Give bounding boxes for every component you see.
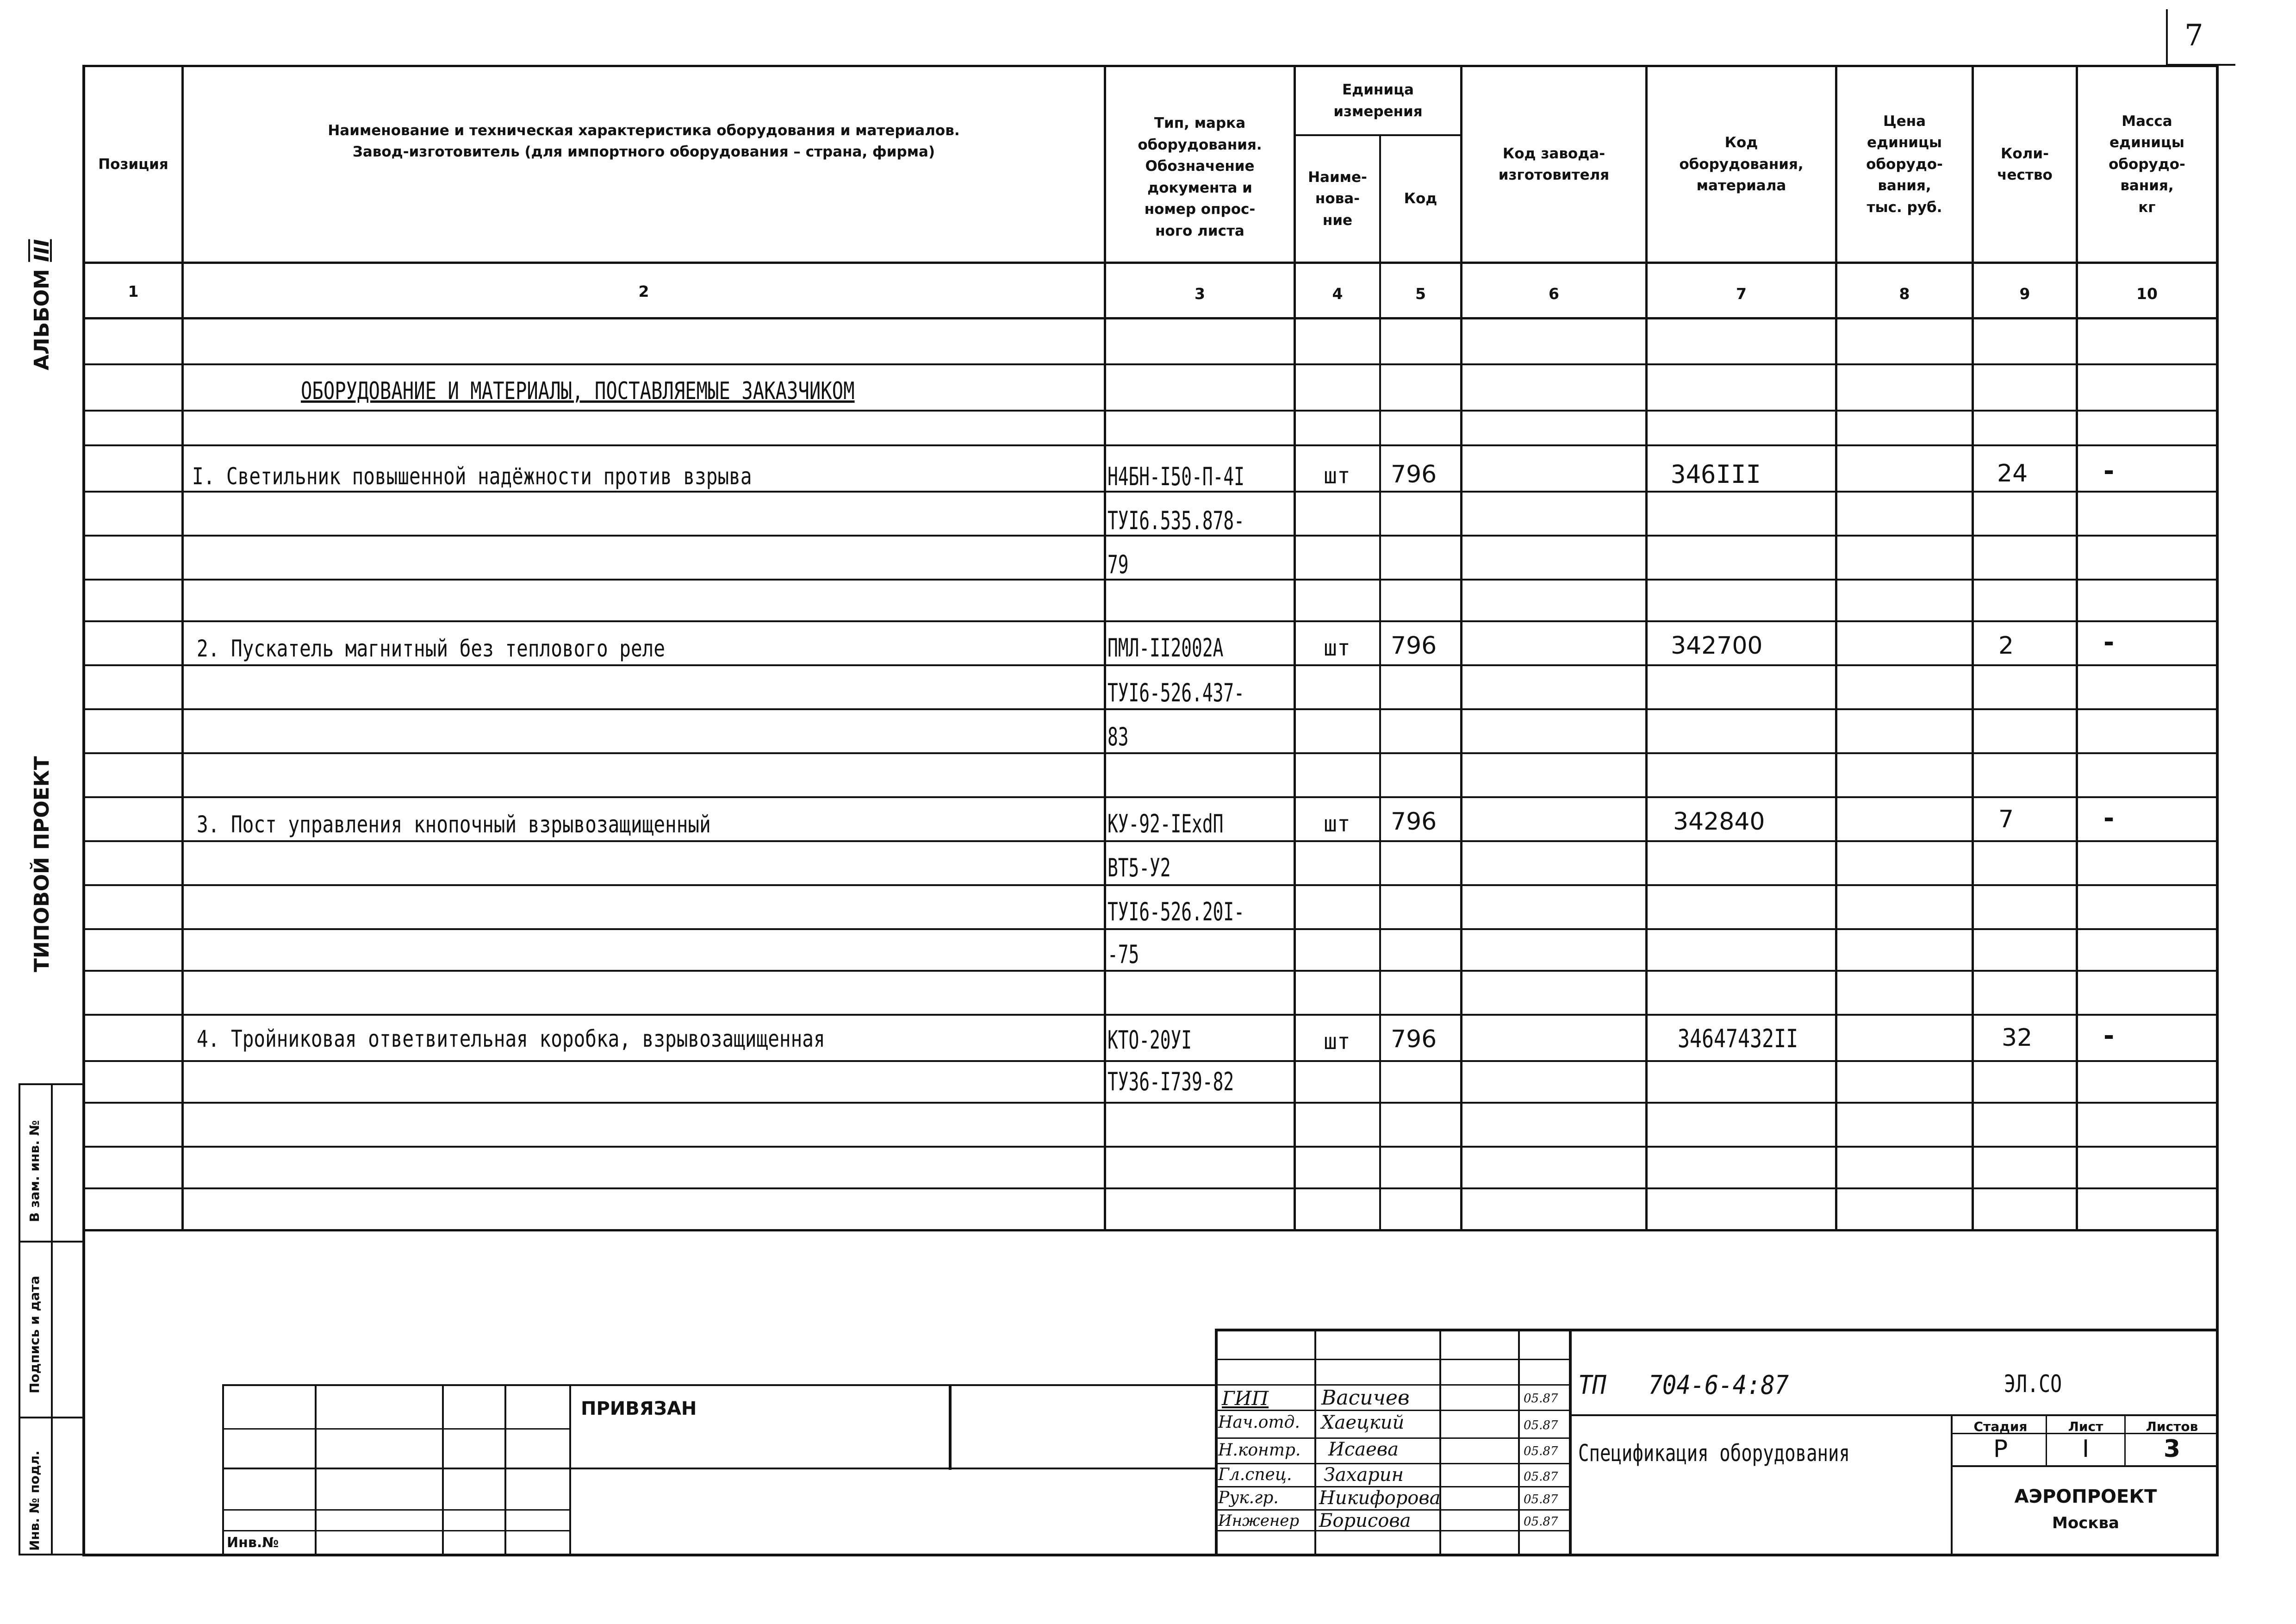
item-1-name: I. Светильник повышенной надёжности против взрыва — [192, 463, 752, 490]
signer-2-date: 05.87 — [1524, 1418, 1558, 1432]
signer-4-role: Гл.спец. — [1218, 1465, 1292, 1484]
signer-5-role: Рук.гр. — [1218, 1488, 1279, 1507]
page-number: 7 — [2184, 19, 2203, 53]
item-4-type-1: КТО-20УI — [1108, 1025, 1192, 1055]
section-title: ОБОРУДОВАНИЕ И МАТЕРИАЛЫ, ПОСТАВЛЯЕМЫЕ ЗАКАЗЧИКОМ — [301, 377, 855, 405]
item-1-type-3: 79 — [1108, 550, 1129, 579]
colnum-7: 7 — [1736, 285, 1747, 303]
doc-code: ТП 704-6-4:87 — [1578, 1370, 1789, 1400]
item-1-type-1: Н4БН-I50-П-4I — [1108, 462, 1244, 491]
colnum-4: 4 — [1332, 285, 1343, 303]
item-3-type-4: -75 — [1108, 940, 1139, 969]
item-3-code: 796 — [1391, 808, 1437, 836]
item-3-type-2: ВТ5-У2 — [1108, 853, 1171, 882]
colnum-3: 3 — [1195, 285, 1205, 303]
stage-value: Р — [1993, 1435, 2008, 1463]
item-2-type-3: 83 — [1108, 722, 1129, 751]
doc-title: Спецификация оборудования — [1578, 1440, 1850, 1467]
org-name: АЭРОПРОЕКТ — [2014, 1486, 2157, 1507]
signer-6-date: 05.87 — [1524, 1515, 1558, 1529]
header-position: Позиция — [98, 156, 168, 173]
item-4-unit: шт — [1324, 1029, 1350, 1055]
item-2-equip-code: 342700 — [1671, 632, 1763, 660]
colnum-5: 5 — [1415, 285, 1426, 303]
side-label-album: АЛЬБОМ III — [30, 239, 54, 370]
sheet-label: Лист — [2068, 1419, 2103, 1434]
header-qty: Коли- чество — [1997, 145, 2053, 183]
signer-5-name: Никифорова — [1319, 1487, 1441, 1509]
stage-label: Стадия — [1973, 1419, 2028, 1434]
colnum-6: 6 — [1549, 285, 1559, 303]
colnum-1: 1 — [128, 282, 139, 300]
item-2-code: 796 — [1391, 632, 1437, 660]
item-3-unit: шт — [1324, 811, 1350, 837]
item-1-code: 796 — [1391, 461, 1437, 488]
side-label-inv-zam: В зам. инв. № — [27, 1120, 42, 1222]
colnum-9: 9 — [2019, 285, 2030, 303]
privyazan-label: ПРИВЯЗАН — [581, 1398, 697, 1419]
item-3-name: 3. Пост управления кнопочный взрывозащищенный — [197, 811, 711, 838]
sheet-value: I — [2082, 1435, 2090, 1463]
signer-1-date: 05.87 — [1524, 1392, 1558, 1405]
signer-1-name: Васичев — [1321, 1386, 1410, 1410]
signer-1-role: ГИП — [1222, 1387, 1269, 1410]
signer-4-name: Захарин — [1324, 1464, 1404, 1486]
signer-5-date: 05.87 — [1524, 1493, 1558, 1506]
signer-4-date: 05.87 — [1524, 1470, 1558, 1484]
sheets-label: Листов — [2146, 1419, 2198, 1434]
signer-3-name: Исаева — [1328, 1439, 1399, 1460]
side-label-sign-date: Подпись и дата — [27, 1275, 42, 1393]
signer-2-role: Нач.отд. — [1218, 1413, 1300, 1432]
org-city: Москва — [2052, 1514, 2119, 1532]
item-1-unit: шт — [1324, 463, 1350, 489]
item-3-type-1: КУ-92-IExdП — [1108, 809, 1224, 838]
item-2-type-2: ТУI6-526.437- — [1108, 678, 1244, 707]
item-3-equip-code: 342840 — [1673, 808, 1765, 836]
item-4-type-2: ТУ36-I739-82 — [1108, 1067, 1234, 1096]
item-1-mass: - — [2103, 456, 2115, 486]
colnum-2: 2 — [638, 282, 649, 300]
item-1-qty: 24 — [1997, 460, 2028, 487]
item-3-qty: 7 — [1998, 806, 2014, 833]
signer-2-name: Хаецкий — [1321, 1412, 1405, 1433]
item-4-qty: 32 — [2002, 1024, 2033, 1052]
inv-label: Инв.№ — [227, 1535, 279, 1551]
header-mass: Масса единицы оборудо- вания, кг — [2109, 112, 2185, 216]
item-1-equip-code: 346III — [1671, 460, 1761, 489]
sheet-code: ЭЛ.СО — [2004, 1370, 2062, 1398]
signer-3-role: Н.контр. — [1218, 1441, 1301, 1460]
colnum-10: 10 — [2136, 285, 2158, 303]
item-4-name: 4. Тройниковая ответвительная коробка, взрывозащищенная — [197, 1025, 825, 1052]
item-2-type-1: ПМЛ-II2002А — [1108, 633, 1224, 662]
side-label-project: ТИПОВОЙ ПРОЕКТ — [30, 756, 54, 972]
item-4-mass: - — [2103, 1021, 2115, 1051]
header-unit-name: Наиме- нова- ние — [1308, 169, 1367, 229]
header-equip-code: Код оборудования, материала — [1679, 134, 1804, 194]
item-4-equip-code: 34647432II — [1678, 1024, 1798, 1053]
signer-6-name: Борисова — [1319, 1510, 1411, 1531]
header-price: Цена единицы оборудо- вания, тыс. руб. — [1866, 112, 1943, 216]
header-unit-code: Код — [1404, 190, 1437, 207]
header-type: Тип, марка оборудования. Обозначение документа и номер опрос- ного листа — [1138, 115, 1262, 239]
item-2-unit: шт — [1324, 635, 1350, 661]
header-name: Наименование и техническая характеристика оборудования и материалов. Завод-изготовитель (для импортного оборудования – страна, фирма) — [328, 122, 960, 160]
side-label-inv-podl: Инв. № подл. — [27, 1450, 42, 1551]
sheets-value: 3 — [2163, 1435, 2181, 1463]
item-1-type-2: ТУI6.535.878- — [1108, 506, 1244, 535]
header-factory-code: Код завода- изготовителя — [1498, 145, 1610, 183]
item-2-name: 2. Пускатель магнитный без теплового реле — [197, 635, 666, 662]
signer-3-date: 05.87 — [1524, 1444, 1558, 1458]
item-2-mass: - — [2103, 627, 2115, 657]
signer-6-role: Инженер — [1218, 1512, 1300, 1530]
item-4-code: 796 — [1391, 1025, 1437, 1053]
item-3-mass: - — [2103, 803, 2115, 833]
item-3-type-3: ТУI6-526.20I- — [1108, 897, 1244, 926]
item-2-qty: 2 — [1998, 632, 2014, 660]
colnum-8: 8 — [1899, 285, 1910, 303]
header-unit-group: Единица измерения — [1333, 81, 1423, 120]
